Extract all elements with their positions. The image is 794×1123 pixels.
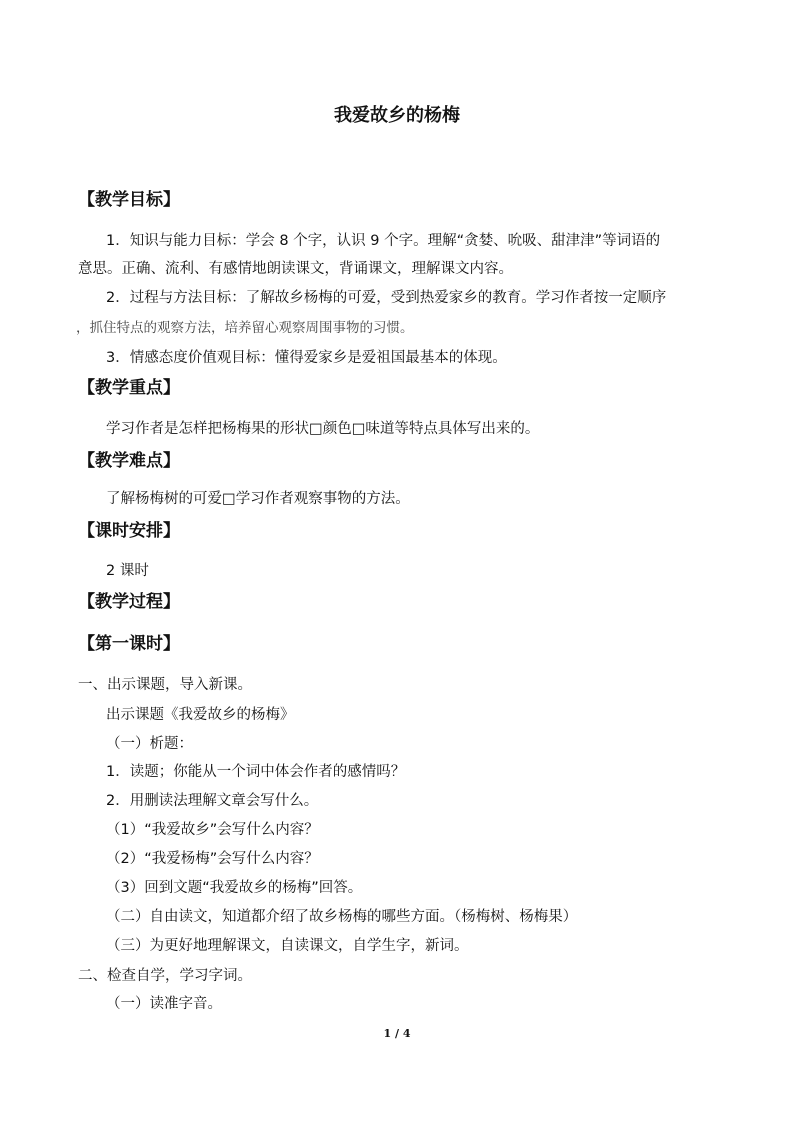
difficulties-text: 了解杨梅树的可爱□学习作者观察事物的方法。	[106, 491, 410, 507]
goal-3: 3．情感态度价值观目标：懂得爱家乡是爱祖国最基本的体现。	[106, 350, 507, 366]
document-title: 我爱故乡的杨梅	[334, 105, 460, 126]
goal-1-line-1: 1．知识与能力目标：学会 8 个字，认识 9 个字。理解“贪婪、吮吸、甜津津”等词语的	[106, 233, 661, 249]
show-title: 出示课题《我爱故乡的杨梅》	[106, 707, 295, 723]
heading-process: 【教学过程】	[78, 592, 180, 612]
heading-schedule: 【课时安排】	[78, 521, 180, 541]
part-2-title: 二、检查自学，学习字词。	[78, 968, 252, 984]
question-2-3: （3）回到文题“我爱故乡的杨梅”回答。	[106, 880, 363, 896]
question-2-1: （1）“我爱故乡”会写什么内容？	[106, 822, 319, 838]
question-2-2: （2）“我爱杨梅”会写什么内容？	[106, 851, 319, 867]
goal-1-line-2: 意思。正确、流利、有感情地朗读课文，背诵课文，理解课文内容。	[78, 261, 513, 277]
question-2: 2．用删读法理解文章会写什么。	[106, 793, 319, 809]
part-1-title: 一、出示课题，导入新课。	[78, 677, 252, 693]
goal-2-line-2: ，抓住特点的观察方法，培养留心观察周围事物的习惯。	[76, 320, 414, 336]
key-points-text: 学习作者是怎样把杨梅果的形状□颜色□味道等特点具体写出来的。	[106, 421, 540, 437]
self-study: （三）为更好地理解课文，自读课文，自学生字，新词。	[106, 938, 469, 954]
heading-difficulties: 【教学难点】	[78, 451, 180, 471]
page-number: 1 / 4	[383, 1027, 411, 1040]
schedule-text: 2 课时	[106, 563, 149, 579]
analysis: （一）析题：	[106, 736, 193, 752]
question-1: 1．读题；你能从一个词中体会作者的感情吗？	[106, 764, 406, 780]
pronounce: （一）读准字音。	[106, 996, 222, 1012]
goal-2-line-1: 2．过程与方法目标：了解故乡杨梅的可爱，受到热爱家乡的教育。学习作者按一定顺序	[106, 290, 667, 306]
heading-teaching-goals: 【教学目标】	[78, 190, 180, 210]
heading-key-points: 【教学重点】	[78, 378, 180, 398]
free-read: （二）自由读文，知道都介绍了故乡杨梅的哪些方面。（杨梅树、杨梅果）	[106, 909, 578, 925]
heading-lesson-1: 【第一课时】	[78, 634, 180, 654]
